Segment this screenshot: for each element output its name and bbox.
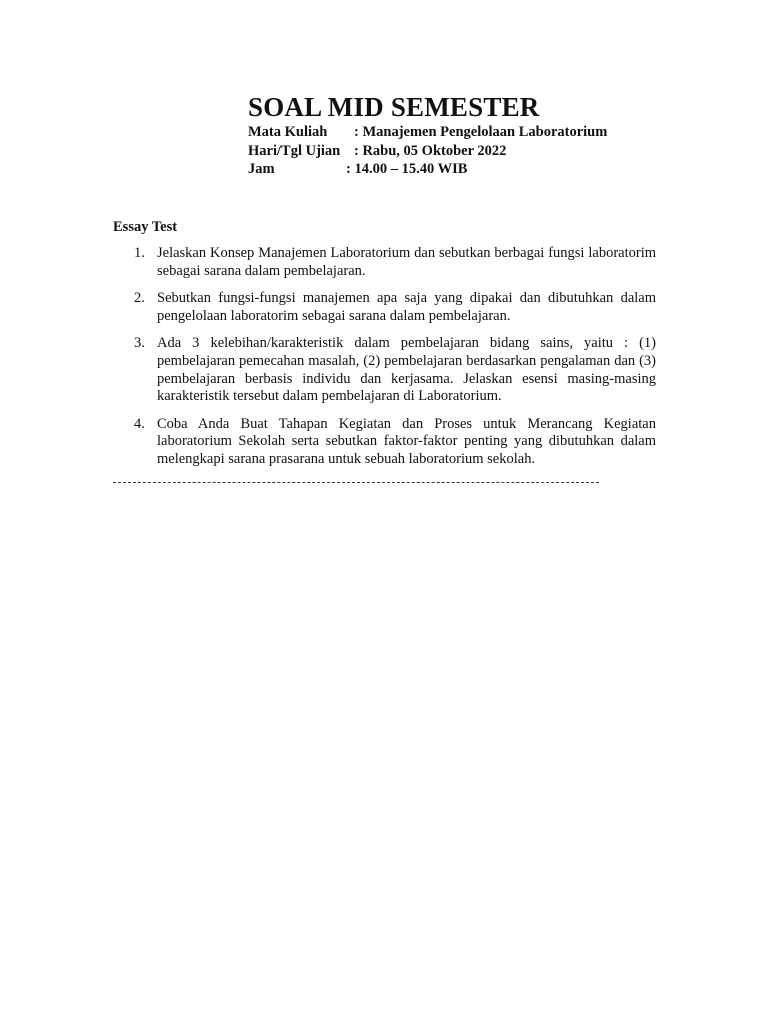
question-number: 4. — [134, 415, 145, 432]
question-number: 3. — [134, 335, 145, 352]
question-text: Ada 3 kelebihan/karakteristik dalam pembelajaran bidang sains, yaitu : (1) pembelajaran pemecahan masalah, (2) pembelajaran berdasarkan pengalaman dan (3) pembelajaran berbasis individu dan kerjasama. Jelaskan esensi masing-masing karakteristik tersebut dalam pembelajaran di Laboratorium. — [157, 335, 656, 405]
page-title: SOAL MID SEMESTER — [248, 92, 540, 122]
exam-info-value: : Manajemen Pengelolaan Laboratorium — [354, 124, 608, 140]
exam-info-value: : Rabu, 05 Oktober 2022 — [354, 142, 507, 159]
exam-info-value: : 14.00 – 15.40 WIB — [346, 161, 468, 177]
section-heading: Essay Test — [113, 219, 178, 235]
question-item — [113, 245, 656, 280]
exam-info-label: Jam — [248, 161, 275, 177]
question-item — [113, 290, 656, 325]
question-text: Jelaskan Konsep Manajemen Laboratorium dan sebutkan berbagai fungsi laboratorim sebagai sarana dalam pembelajaran. — [157, 245, 656, 279]
question-list — [113, 245, 656, 479]
dashed-separator — [113, 482, 599, 483]
exam-info-label: Mata Kuliah — [248, 124, 328, 140]
question-item — [113, 416, 656, 469]
question-item — [113, 335, 656, 405]
question-number: 2. — [134, 290, 145, 307]
question-text: Sebutkan fungsi-fungsi manajemen apa saja yang dipakai dan dibutuhkan dalam pengelolaan laboratorim sebagai sarana dalam pembelajaran. — [157, 290, 656, 324]
exam-info-label: Hari/Tgl Ujian — [248, 142, 341, 159]
question-text: Coba Anda Buat Tahapan Kegiatan dan Proses untuk Merancang Kegiatan laboratorium Sekolah serta sebutkan faktor-faktor penting yang dibutuhkan dalam melengkapi sarana prasarana untuk sebuah laboratorium sekolah. — [157, 415, 656, 467]
question-number: 1. — [134, 245, 145, 261]
